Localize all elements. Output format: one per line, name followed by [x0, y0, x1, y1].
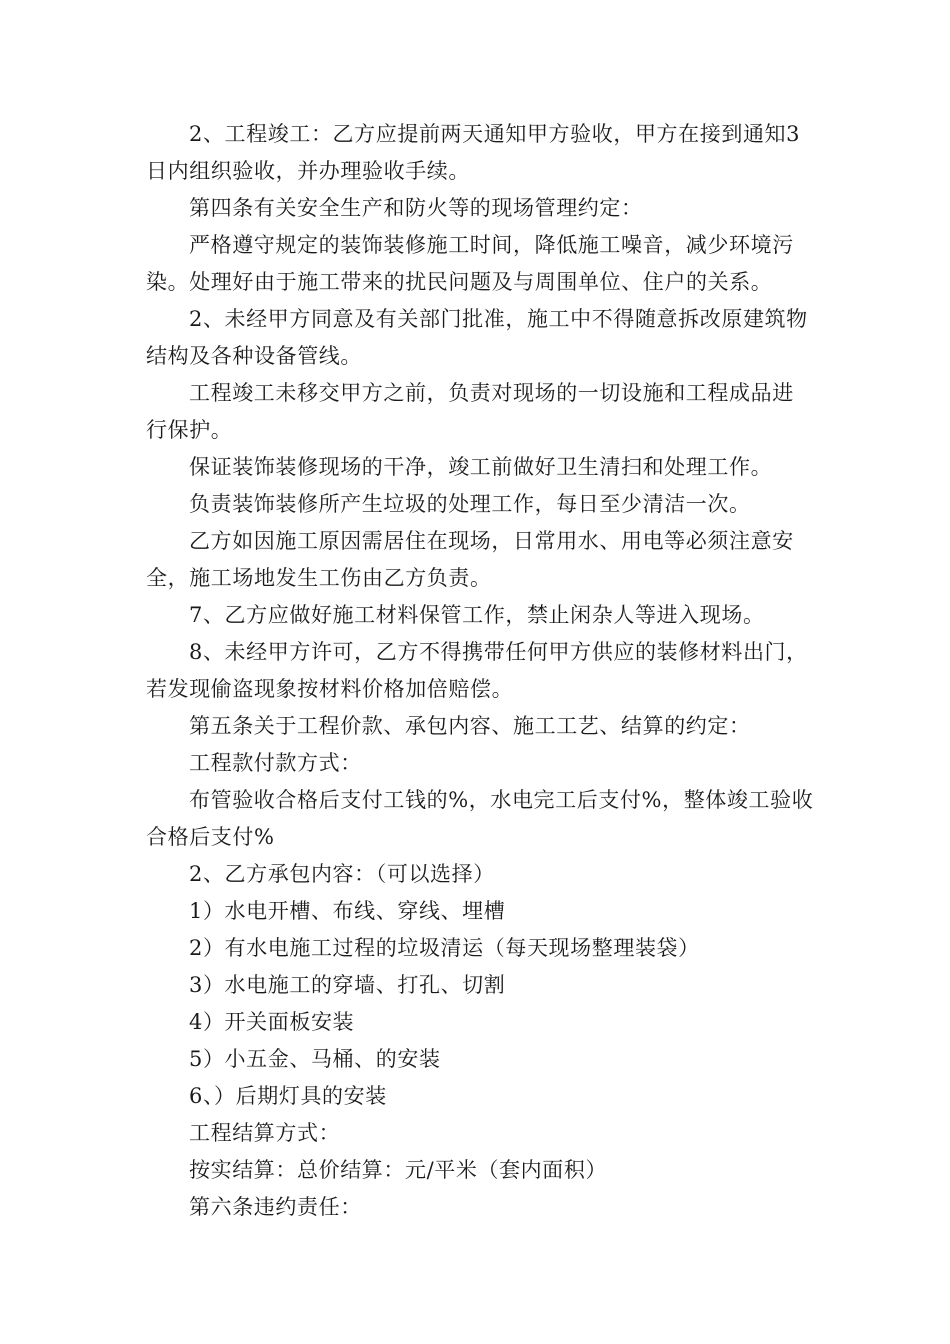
document-body — [146, 116, 814, 1226]
list-item-scope-6: 6、）后期灯具的安装 — [189, 1084, 387, 1108]
paragraph-waste-handling: 负责装饰装修所产生垃圾的处理工作，每日至少清洁一次。 — [189, 492, 751, 516]
list-item-scope-5: 5）小五金、马桶、的安装 — [189, 1047, 441, 1071]
paragraph-no-structural-changes: 2、未经甲方同意及有关部门批准，施工中不得随意拆改原建筑物结构及各种设备管线。 — [146, 307, 808, 368]
paragraph-settlement-detail: 按实结算：总价结算：元/平米（套内面积） — [189, 1158, 608, 1182]
paragraph-article-5-heading: 第五条关于工程价款、承包内容、施工工艺、结算的约定： — [189, 714, 751, 738]
paragraph-payment-schedule: 布管验收合格后支付工钱的%，水电完工后支付%，整体竣工验收合格后支付% — [146, 788, 814, 849]
paragraph-payment-method: 工程款付款方式： — [189, 751, 362, 775]
list-item-scope-1: 1）水电开槽、布线、穿线、埋槽 — [189, 899, 506, 923]
list-item-scope-2: 2）有水电施工过程的垃圾清运（每天现场整理装袋） — [189, 936, 700, 960]
paragraph-article-6-heading: 第六条违约责任： — [189, 1195, 362, 1219]
paragraph-construction-time: 严格遵守规定的装饰装修施工时间，降低施工噪音，减少环境污染。处理好由于施工带来的扰民问题及与周围单位、住户的关系。 — [146, 233, 794, 294]
paragraph-article-4-heading: 第四条有关安全生产和防火等的现场管理约定： — [189, 196, 643, 220]
paragraph-completion-acceptance: 2、工程竣工：乙方应提前两天通知甲方验收，甲方在接到通知3日内组织验收，并办理验收手续。 — [146, 122, 801, 183]
paragraph-site-protection: 工程竣工未移交甲方之前，负责对现场的一切设施和工程成品进行保护。 — [146, 381, 794, 442]
paragraph-contract-scope: 2、乙方承包内容：（可以选择） — [189, 862, 495, 886]
list-item-scope-3: 3）水电施工的穿墙、打孔、切割 — [189, 973, 506, 997]
paragraph-material-theft: 8、未经甲方许可，乙方不得携带任何甲方供应的装修材料出门，若发现偷盗现象按材料价格加倍赔偿。 — [146, 640, 808, 701]
paragraph-settlement-method: 工程结算方式： — [189, 1121, 341, 1145]
list-item-scope-4: 4）开关面板安装 — [189, 1010, 355, 1034]
paragraph-site-cleanliness: 保证装饰装修现场的干净，竣工前做好卫生清扫和处理工作。 — [189, 455, 773, 479]
paragraph-on-site-living: 乙方如因施工原因需居住在现场，日常用水、用电等必须注意安全，施工场地发生工伤由乙方负责。 — [146, 529, 794, 590]
paragraph-material-storage: 7、乙方应做好施工材料保管工作，禁止闲杂人等进入现场。 — [189, 603, 765, 627]
